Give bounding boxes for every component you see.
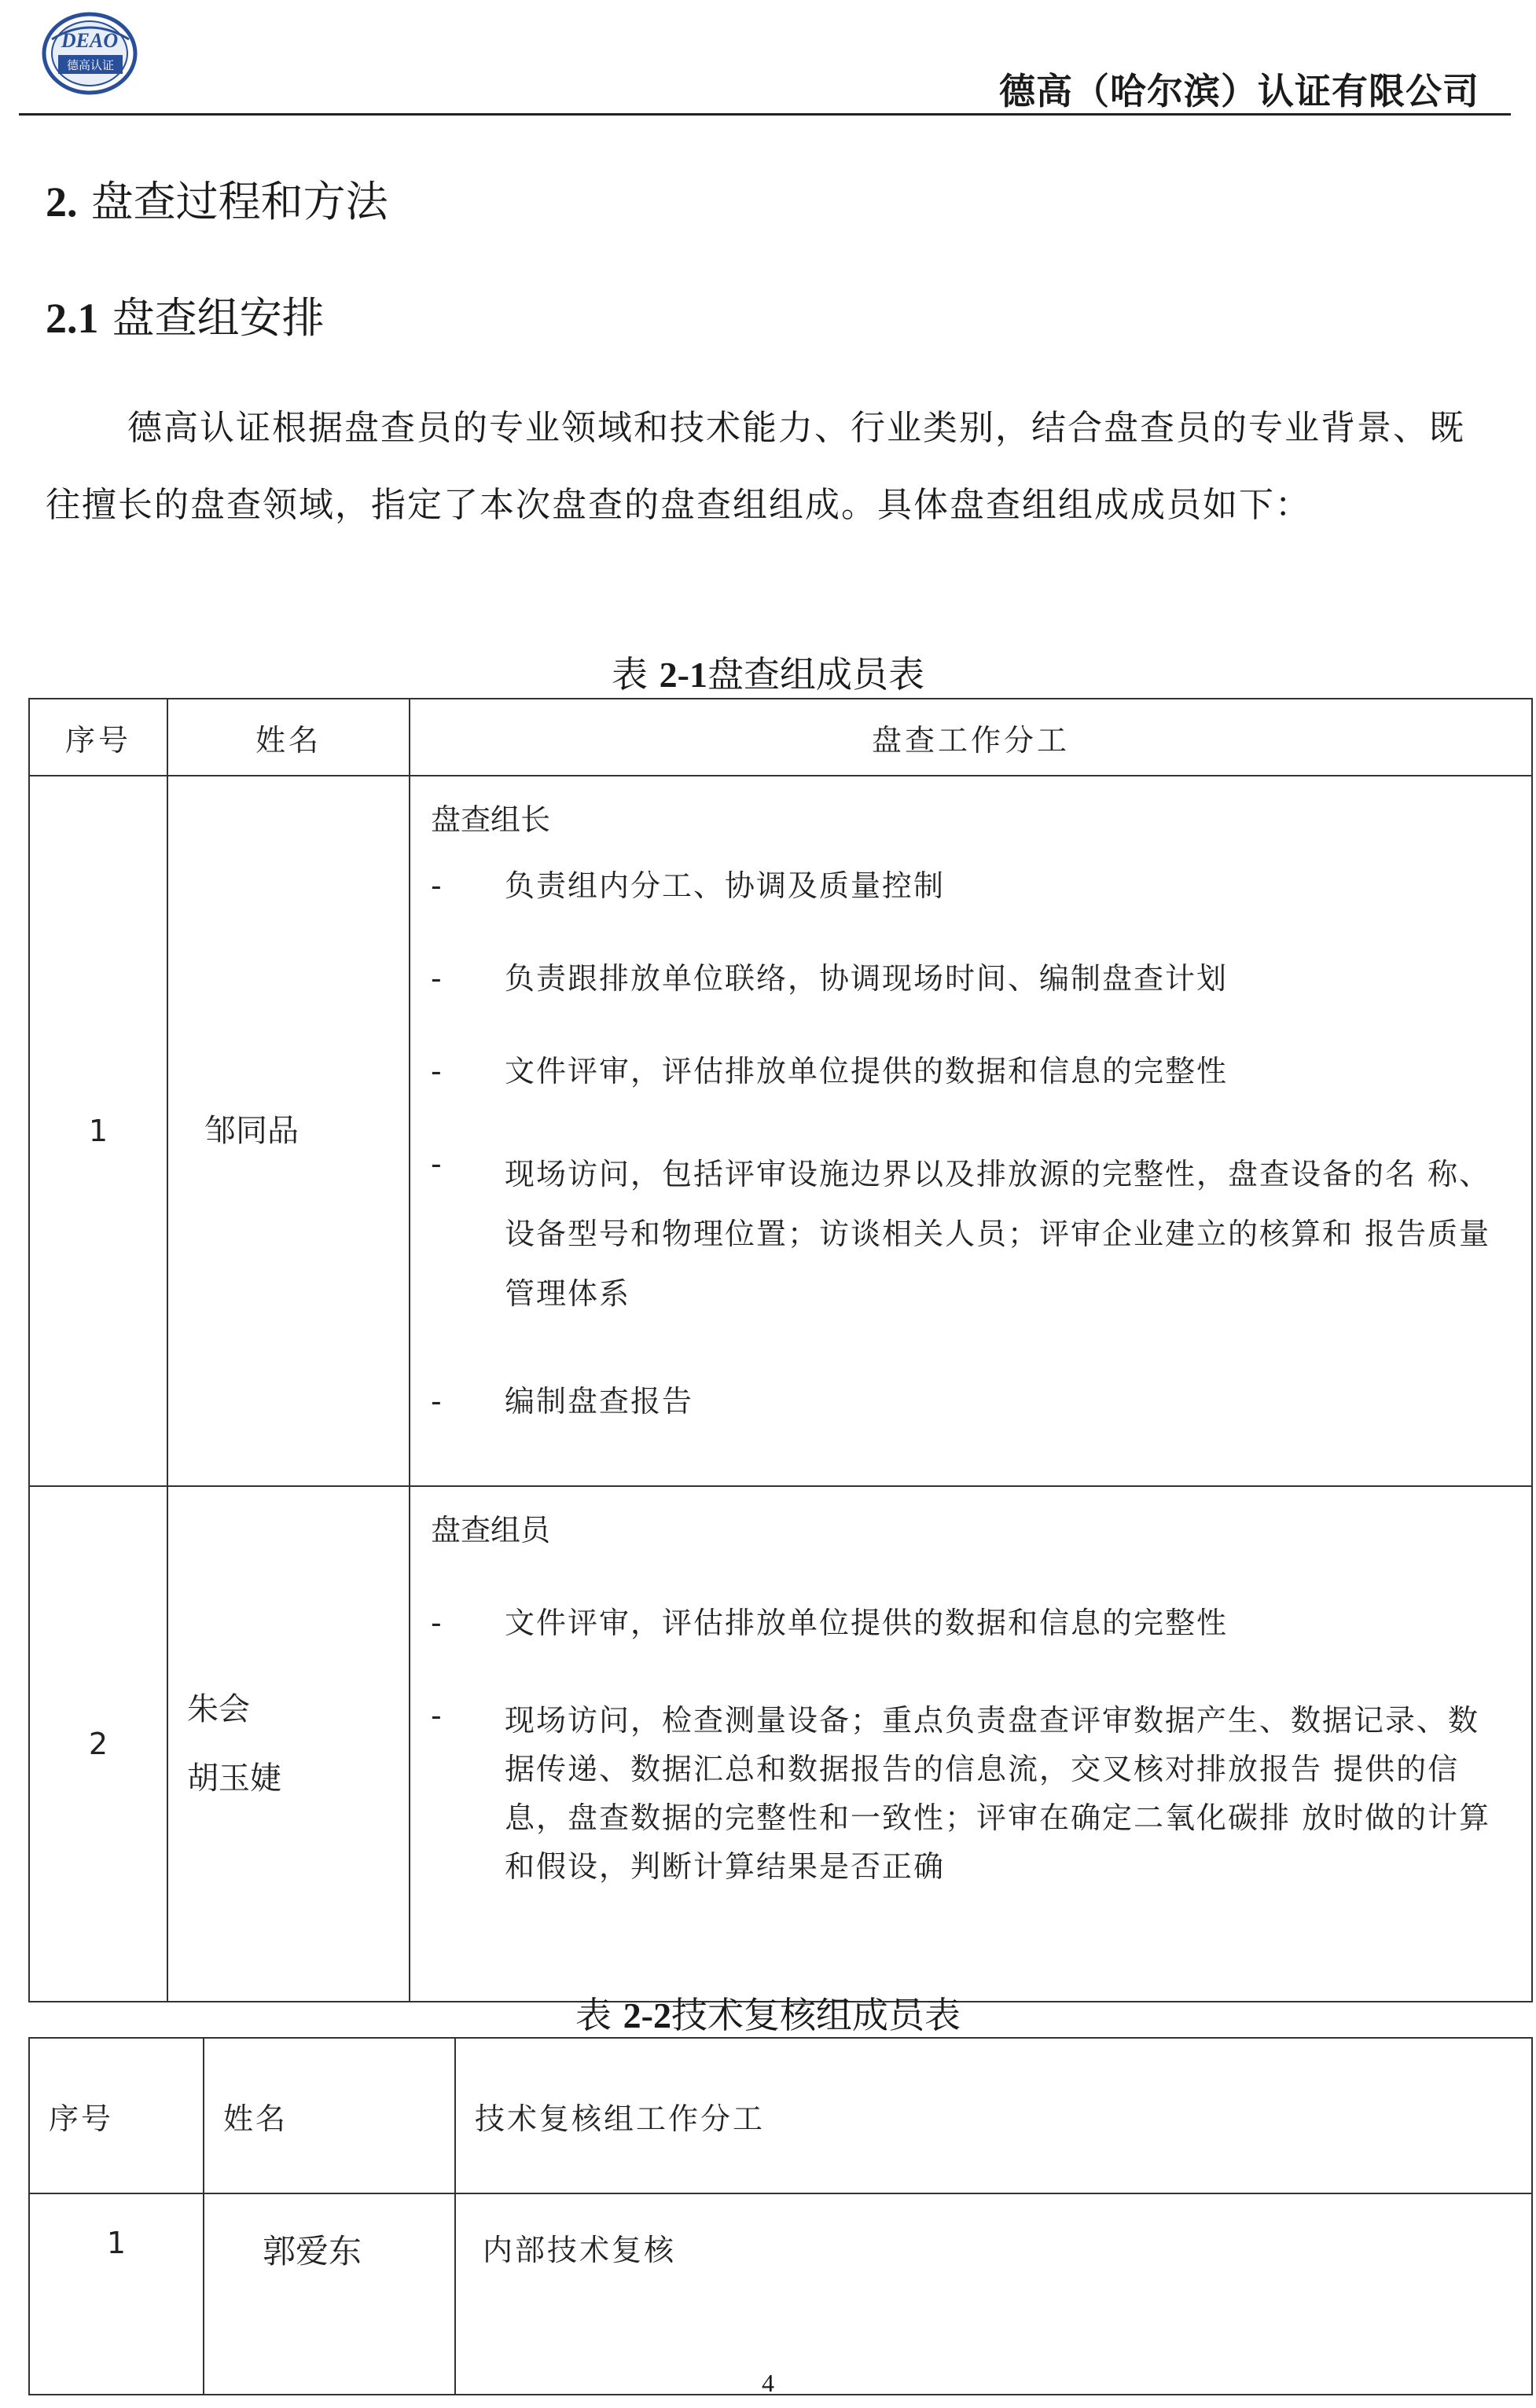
page-number: 4 [762, 2369, 774, 2397]
table2-caption [0, 1987, 1536, 2039]
row-seq: 1 [29, 2193, 204, 2395]
header-duty: 技术复核组工作分工 [455, 2038, 1532, 2193]
row-seq: 1 [29, 776, 167, 1486]
company-name: 德高（哈尔滨）认证有限公司 [999, 70, 1479, 112]
table2-caption-number: 2-2 [623, 1995, 671, 2035]
row-duty [410, 1486, 1532, 2002]
member-name: 邹同品 [204, 1113, 299, 1149]
row-duty: 内部技术复核 [455, 2193, 1532, 2395]
logo-subtext: 德高认证 [66, 58, 115, 72]
table-row [29, 776, 1532, 1486]
table-row [29, 2193, 1532, 2395]
header-name: 姓名 [167, 699, 410, 776]
header-divider [19, 113, 1511, 116]
row-name [167, 1486, 410, 2002]
table-row [29, 1486, 1532, 2002]
member-name: 朱会 [187, 1691, 250, 1727]
table2-caption-prefix: 表 [575, 1994, 612, 2036]
duty-item: - 负责跟排放单位联络，协调现场时间、编制盘查计划 [431, 961, 1229, 996]
member-name: 胡玉婕 [187, 1760, 281, 1797]
header-seq: 序号 [29, 699, 167, 776]
section-number: 2. [46, 178, 78, 226]
duty-item: - 文件评审，评估排放单位提供的数据和信息的完整性 [431, 1054, 1229, 1088]
table2-caption-text: 技术复核组成员表 [671, 1994, 961, 2036]
inventory-team-table [28, 698, 1533, 2002]
header-duty: 盘查工作分工 [410, 699, 1532, 776]
table1-caption [0, 646, 1536, 698]
header-seq: 序号 [29, 2038, 204, 2193]
duty-item: - 文件评审，评估排放单位提供的数据和信息的完整性 [431, 1606, 1229, 1640]
row-name [167, 776, 410, 1486]
duty-item: - 负责组内分工、协调及质量控制 [431, 868, 946, 903]
header-name: 姓名 [204, 2038, 455, 2193]
table-header-row [29, 699, 1532, 776]
duty-item: - 编制盘查报告 [431, 1384, 694, 1419]
logo-text: DEAO [61, 29, 119, 52]
subsection-title: 盘查组安排 [112, 293, 325, 343]
row-duty [410, 776, 1532, 1486]
row-name: 郭爱东 [204, 2193, 455, 2395]
role-title: 盘查组员 [431, 1513, 551, 1547]
section-title: 盘查过程和方法 [90, 177, 388, 226]
duty-item: - 现场访问，检查测量设备；重点负责盘查评审数据产生、数据记录、数据传递、数据汇总和数据报告的信息流，交叉核对排放报告 提供的信息，盘查数据的完整性和一致性；评审在确定二氧化碳排 放时做的计算和假设，判断计算结果是否正确 [431, 1698, 1491, 1884]
subsection-number: 2.1 [46, 295, 99, 342]
deao-logo [41, 8, 140, 96]
table1-caption-number: 2-1 [659, 655, 707, 695]
subsection-heading [46, 284, 325, 345]
table1-caption-prefix: 表 [612, 653, 649, 696]
duty-item: - 现场访问，包括评审设施边界以及排放源的完整性，盘查设备的名 称、设备型号和物理位置；访谈相关人员；评审企业建立的核算和 报告质量管理体系 [431, 1147, 1491, 1311]
technical-review-table [28, 2037, 1533, 2395]
table1-caption-text: 盘查组成员表 [707, 653, 924, 696]
role-title: 盘查组长 [431, 802, 551, 837]
table-header-row [29, 2038, 1532, 2193]
row-seq: 2 [29, 1486, 167, 2002]
section-heading [46, 168, 388, 229]
intro-paragraph: 德高认证根据盘查员的专业领域和技术能力、行业类别，结合盘查员的专业背景、既往擅长的盘查领域，指定了本次盘查的盘查组组成。具体盘查组组成成员如下： [46, 408, 1465, 525]
